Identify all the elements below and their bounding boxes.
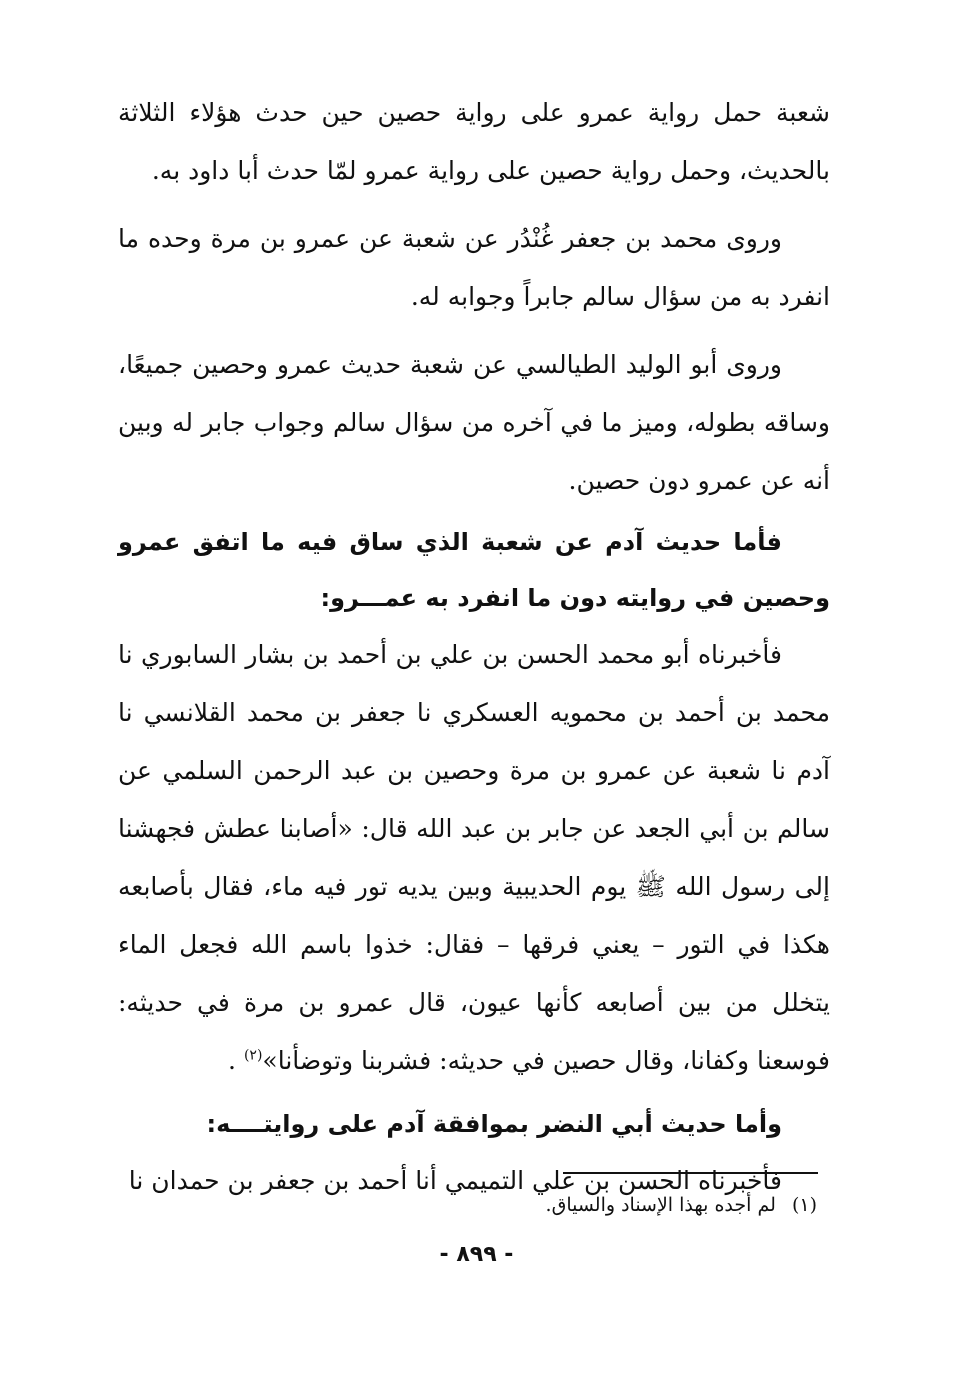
- footnote-marker: (١): [791, 1194, 817, 1216]
- paragraph-1: شعبة حمل رواية عمرو على رواية حصين حين حدث هؤلاء الثلاثة بالحديث، وحمل رواية حصين على رواية عمرو لمّا حدث أبا داود به.: [118, 98, 830, 185]
- main-text: [118, 84, 830, 1210]
- paragraph-4-end: .: [228, 1046, 244, 1075]
- section-heading-adam: فأما حديث آدم عن شعبة الذي ساق فيه ما اتفق عمرو وحصين في روايته دون ما انفرد به عمـــرو:: [118, 528, 830, 612]
- footnote-divider: [563, 1172, 818, 1174]
- footnote: [217, 1190, 817, 1220]
- paragraph-4-text: فأخبرناه أبو محمد الحسن بن علي بن أحمد بن بشار السابوري نا محمد بن أحمد بن محمويه العسكري نا جعفر بن محمد القلانسي نا آدم نا شعبة عن عمرو بن مرة وحصين بن عبد الرحمن السلمي عن سالم بن أبي الجعد عن جابر بن عبد الله قال: «أصابنا عطش فجهشنا إلى رسول الله ﷺ يوم الحديبية وبين يديه تور فيه ماء، فقال بأصابعه هكذا في التور – يعني فرقها – فقال: خذوا باسم الله فجعل الماء يتخلل من بين أصابعه كأنها عيون، قال عمرو بن مرة في حديثه: فوسعنا وكفانا، وقال حصين في حديثه: فشربنا وتوضأنا»: [118, 640, 830, 1075]
- paragraph-5: فأخبرناه الحسن بن علي التميمي أنا أحمد بن جعفر بن حمدان نا: [128, 1166, 782, 1195]
- footnote-text: لم أجده بهذا الإسناد والسياق.: [545, 1194, 776, 1216]
- footnote-reference: (٢): [243, 1047, 263, 1064]
- page-number: - ٨٩٩ -: [439, 1242, 514, 1267]
- paragraph-3: وروى أبو الوليد الطيالسي عن شعبة حديث عمرو وحصين جميعًا، وساقه بطوله، وميز ما في آخره من سؤال سالم وجواب جابر له وبين أنه عن عمرو دون حصين.: [118, 350, 830, 495]
- section-heading-abu-alnadr: وأما حديث أبي النضر بموافقة آدم على روايتــــه:: [206, 1110, 782, 1138]
- paragraph-2: وروى محمد بن جعفر غُنْدُر عن شعبة عن عمرو بن مرة وحده ما انفرد به من سؤال سالم جابراً وجوابه له.: [118, 224, 830, 311]
- paragraph-4: [118, 626, 830, 1090]
